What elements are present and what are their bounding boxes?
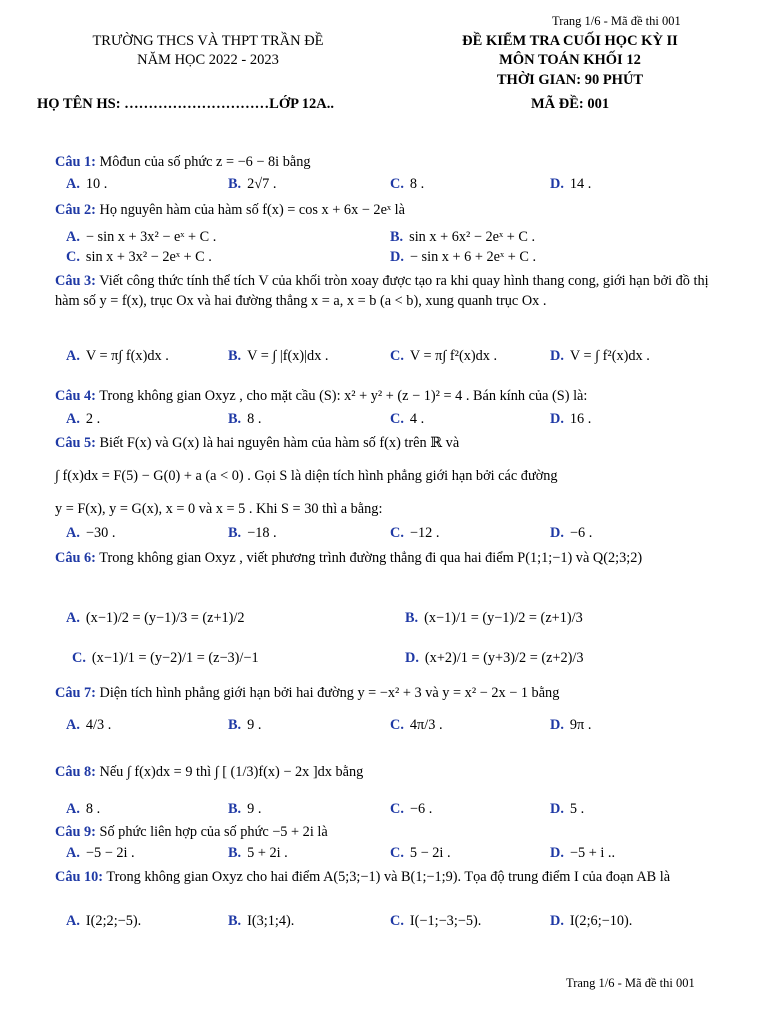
option-letter: A.	[66, 525, 80, 541]
question-5-line3	[55, 499, 718, 519]
q10-option-b[interactable]	[228, 913, 294, 930]
option-text: (x−1)/1 = (y−2)/1 = (z−3)/−1	[91, 650, 259, 666]
option-text: −5 − 2i .	[85, 845, 135, 861]
question-10	[55, 867, 718, 887]
q9-option-a[interactable]	[66, 845, 135, 862]
question-5-line2	[55, 466, 718, 486]
option-letter: D.	[405, 650, 419, 666]
question-text: Họ nguyên hàm của hàm số f(x) = cos x + 6x − 2eˣ là	[99, 202, 405, 218]
q4-option-b[interactable]	[228, 411, 261, 428]
option-letter: C.	[72, 650, 86, 666]
question-text: Nếu ∫ f(x)dx = 9 thì ∫ [ (1/3)f(x) − 2x ]dx bằng	[99, 764, 364, 780]
option-letter: D.	[550, 913, 564, 929]
question-label: Câu 4:	[55, 388, 96, 404]
option-letter: D.	[390, 249, 404, 265]
option-letter: B.	[228, 801, 242, 817]
option-text: − sin x + 6 + 2eˣ + C .	[409, 249, 537, 265]
option-text: 5 .	[569, 801, 585, 817]
option-text: 8 .	[85, 801, 101, 817]
q8-option-b[interactable]	[228, 801, 261, 818]
question-text: y = F(x), y = G(x), x = 0 và x = 5 . Khi S = 30 thì a bằng:	[55, 501, 383, 517]
student-info-line: HỌ TÊN HS: …………………………LỚP 12A..	[37, 96, 335, 112]
option-text: I(−1;−3;−5).	[409, 913, 482, 929]
question-label: Câu 10:	[55, 869, 104, 885]
question-label: Câu 7:	[55, 685, 96, 701]
option-letter: C.	[390, 717, 404, 733]
option-text: (x−1)/1 = (y−1)/2 = (z+1)/3	[424, 610, 583, 626]
option-letter: A.	[66, 411, 80, 427]
option-letter: D.	[550, 717, 564, 733]
question-text: Trong không gian Oxyz , viết phương trình đường thẳng đi qua hai điểm P(1;1;−1) và Q(2;3;2)	[99, 550, 643, 566]
option-text: −30 .	[85, 525, 116, 541]
question-label: Câu 6:	[55, 550, 96, 566]
q10-option-d[interactable]	[550, 913, 632, 930]
option-letter: C.	[390, 176, 404, 192]
question-6	[55, 548, 718, 568]
page-number-top: Trang 1/6 - Mã đề thi 001	[552, 14, 681, 28]
question-9	[55, 822, 718, 842]
q8-option-a[interactable]	[66, 801, 100, 818]
question-text: Số phức liên hợp của số phức −5 + 2i là	[99, 824, 328, 840]
option-text: (x−1)/2 = (y−1)/3 = (z+1)/2	[85, 610, 245, 626]
q7-option-b[interactable]	[228, 717, 261, 734]
option-letter: B.	[228, 845, 242, 861]
q9-option-b[interactable]	[228, 845, 288, 862]
option-text: V = ∫ |f(x)|dx .	[247, 348, 329, 364]
q4-option-c[interactable]	[390, 411, 424, 428]
school-name: TRƯỜNG THCS VÀ THPT TRẦN ĐỀ	[92, 33, 324, 49]
option-text: V = ∫ f²(x)dx .	[569, 348, 650, 364]
option-letter: C.	[390, 801, 404, 817]
option-letter: B.	[228, 525, 242, 541]
option-letter: D.	[550, 348, 564, 364]
q8-option-c[interactable]	[390, 801, 432, 818]
option-letter: B.	[228, 176, 242, 192]
q2-option-c[interactable]	[66, 249, 212, 266]
question-label: Câu 9:	[55, 824, 96, 840]
exam-time: THỜI GIAN: 90 PHÚT	[496, 72, 644, 88]
q1-option-c[interactable]	[390, 176, 424, 193]
option-text: (x+2)/1 = (y+3)/2 = (z+2)/3	[424, 650, 584, 666]
option-text: 4 .	[409, 411, 425, 427]
option-text: 2 .	[85, 411, 101, 427]
question-5	[55, 433, 718, 453]
option-text: V = π∫ f(x)dx .	[85, 348, 169, 364]
option-text: sin x + 3x² − 2eˣ + C .	[85, 249, 212, 265]
option-letter: C.	[390, 348, 404, 364]
option-letter: A.	[66, 610, 80, 626]
q4-option-a[interactable]	[66, 411, 100, 428]
question-text: Trong không gian Oxyz , cho mặt cầu (S): x² + y² + (z − 1)² = 4 . Bán kính của (S) là:	[99, 388, 588, 404]
exam-code: MÃ ĐỀ: 001	[531, 96, 610, 112]
school-year: NĂM HỌC 2022 - 2023	[137, 52, 279, 68]
question-8	[55, 762, 718, 782]
option-letter: D.	[550, 176, 564, 192]
q2-option-a[interactable]	[66, 229, 216, 246]
option-letter: A.	[66, 845, 80, 861]
question-4	[55, 386, 718, 406]
q5-option-c[interactable]	[390, 525, 439, 542]
option-letter: B.	[390, 229, 404, 245]
option-letter: A.	[66, 176, 80, 192]
question-label: Câu 2:	[55, 202, 96, 218]
option-text: −12 .	[409, 525, 440, 541]
option-text: 5 + 2i .	[247, 845, 288, 861]
q10-option-c[interactable]	[390, 913, 481, 930]
q3-option-a[interactable]	[66, 348, 169, 365]
option-letter: D.	[550, 525, 564, 541]
question-2	[55, 200, 718, 220]
option-letter: B.	[405, 610, 419, 626]
option-text: V = π∫ f²(x)dx .	[409, 348, 498, 364]
option-text: 10 .	[85, 176, 108, 192]
q2-option-d[interactable]	[390, 249, 536, 266]
option-text: I(3;1;4).	[247, 913, 295, 929]
option-letter: D.	[550, 845, 564, 861]
q6-option-d[interactable]	[405, 650, 584, 667]
q3-option-b[interactable]	[228, 348, 329, 365]
question-7	[55, 683, 718, 703]
q5-option-b[interactable]	[228, 525, 277, 542]
question-text: Trong không gian Oxyz cho hai điểm A(5;3;−1) và B(1;−1;9). Tọa độ trung điểm I của đoạn AB là	[106, 869, 671, 885]
option-letter: C.	[390, 525, 404, 541]
option-text: − sin x + 3x² − eˣ + C .	[85, 229, 217, 245]
option-letter: B.	[228, 717, 242, 733]
option-text: I(2;2;−5).	[85, 913, 142, 929]
option-text: −6 .	[569, 525, 593, 541]
option-letter: B.	[228, 348, 242, 364]
option-letter: A.	[66, 717, 80, 733]
q2-option-b[interactable]	[390, 229, 535, 246]
question-3	[55, 271, 718, 311]
q6-option-a[interactable]	[66, 610, 245, 627]
question-label: Câu 8:	[55, 764, 96, 780]
option-letter: C.	[390, 913, 404, 929]
question-label: Câu 1:	[55, 154, 96, 170]
option-text: sin x + 6x² − 2eˣ + C .	[409, 229, 536, 245]
option-letter: A.	[66, 229, 80, 245]
question-label: Câu 5:	[55, 435, 96, 451]
question-text: Viết công thức tính thể tích V của khối tròn xoay được tạo ra khi quay hình thang cong, giới hạn bởi đồ thị hàm số y = f(x), trục Ox và hai đường thẳng x = a, x = b (a < b), xung quanh trục Ox .	[55, 273, 709, 309]
option-text: 9π .	[569, 717, 592, 733]
q10-option-a[interactable]	[66, 913, 141, 930]
q9-option-d[interactable]	[550, 845, 615, 862]
option-text: 8 .	[247, 411, 262, 427]
exam-subject: MÔN TOÁN KHỐI 12	[499, 52, 641, 68]
option-text: 4/3 .	[85, 717, 112, 733]
q6-option-c[interactable]	[72, 650, 259, 667]
q9-option-c[interactable]	[390, 845, 451, 862]
option-text: 16 .	[569, 411, 592, 427]
option-letter: A.	[66, 348, 80, 364]
option-letter: B.	[228, 913, 242, 929]
q5-option-d[interactable]	[550, 525, 592, 542]
option-letter: C.	[390, 411, 404, 427]
q1-option-b[interactable]	[228, 176, 276, 193]
option-text: 5 − 2i .	[409, 845, 451, 861]
option-text: −5 + i ..	[569, 845, 616, 861]
q1-option-a[interactable]	[66, 176, 107, 193]
question-label: Câu 3:	[55, 273, 96, 289]
option-text: 9 .	[247, 717, 262, 733]
option-text: 9 .	[247, 801, 262, 817]
q5-option-a[interactable]	[66, 525, 115, 542]
q4-option-d[interactable]	[550, 411, 591, 428]
option-text: 8 .	[409, 176, 425, 192]
question-text: ∫ f(x)dx = F(5) − G(0) + a (a < 0) . Gọi S là diện tích hình phẳng giới hạn bởi các đường	[55, 468, 558, 484]
q7-option-d[interactable]	[550, 717, 591, 734]
q6-option-b[interactable]	[405, 610, 583, 627]
option-letter: C.	[66, 249, 80, 265]
question-text: Diện tích hình phẳng giới hạn bởi hai đường y = −x² + 3 và y = x² − 2x − 1 bằng	[99, 685, 560, 701]
exam-title: ĐỀ KIỂM TRA CUỐI HỌC KỲ II	[462, 33, 678, 49]
q7-option-c[interactable]	[390, 717, 443, 734]
option-text: I(2;6;−10).	[569, 913, 633, 929]
option-text: 4π/3 .	[409, 717, 443, 733]
option-text: −6 .	[409, 801, 433, 817]
q3-option-d[interactable]	[550, 348, 650, 365]
q8-option-d[interactable]	[550, 801, 584, 818]
option-letter: A.	[66, 913, 80, 929]
page-number-bottom: Trang 1/6 - Mã đề thi 001	[566, 976, 695, 990]
question-text: Môđun của số phức z = −6 − 8i bằng	[99, 154, 311, 170]
option-letter: B.	[228, 411, 242, 427]
option-letter: A.	[66, 801, 80, 817]
question-text: Biết F(x) và G(x) là hai nguyên hàm của hàm số f(x) trên ℝ và	[99, 435, 460, 451]
option-text: 2√7 .	[247, 176, 277, 192]
question-1	[55, 152, 718, 172]
option-text: 14 .	[569, 176, 592, 192]
option-text: −18 .	[247, 525, 277, 541]
option-letter: D.	[550, 801, 564, 817]
q3-option-c[interactable]	[390, 348, 497, 365]
option-letter: D.	[550, 411, 564, 427]
q7-option-a[interactable]	[66, 717, 111, 734]
q1-option-d[interactable]	[550, 176, 591, 193]
option-letter: C.	[390, 845, 404, 861]
